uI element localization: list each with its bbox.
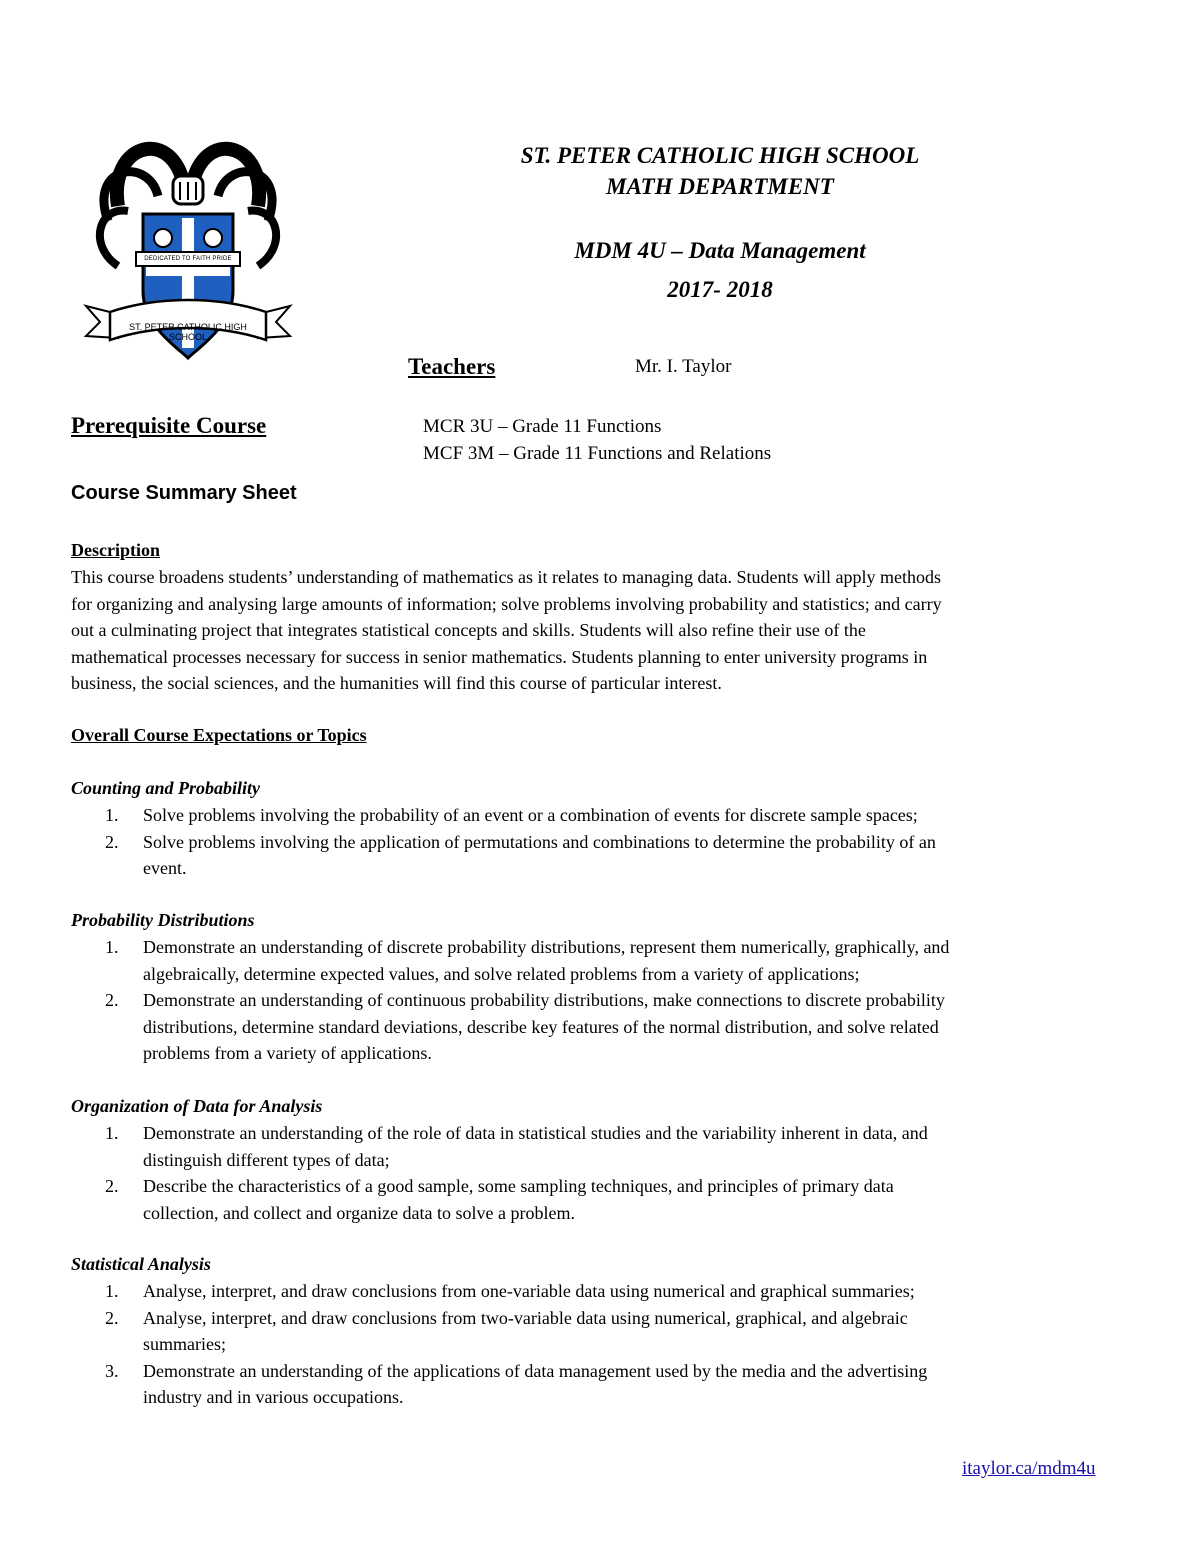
prerequisite-course-1: MCR 3U – Grade 11 Functions xyxy=(423,416,662,437)
teachers-value: Mr. I. Taylor xyxy=(635,356,732,377)
course-title: MDM 4U – Data Management xyxy=(574,238,866,263)
crest-banner-top-text: DEDICATED TO FAITH PRIDE xyxy=(144,256,232,262)
description-line: This course broadens students’ understanding of mathematics as it relates to managing data. Students will apply methods xyxy=(71,567,941,587)
description-line: for organizing and analysing large amounts of information; solve problems involving probability and statistics; and carry xyxy=(71,593,942,614)
topic-list xyxy=(71,934,1151,1067)
school-name: ST. PETER CATHOLIC HIGH SCHOOL xyxy=(520,143,920,168)
summary-title: Course Summary Sheet xyxy=(71,482,297,504)
topic-list xyxy=(71,1120,1151,1226)
topic-title: Statistical Analysis xyxy=(71,1254,211,1274)
topic-list xyxy=(71,1278,1151,1411)
description-line: mathematical processes necessary for success in senior mathematics. Students planning to enter university programs in xyxy=(71,646,928,667)
school-year: 2017- 2018 xyxy=(667,277,773,302)
list-item: 2. Solve problems involving the application of permutations and combinations to determine the probability of an event. xyxy=(105,831,936,878)
school-crest-logo xyxy=(78,126,298,362)
teachers-label: Teachers xyxy=(408,354,496,379)
list-item: 3. Demonstrate an understanding of the applications of data management used by the media and the advertising industry and in various occupations. xyxy=(105,1360,928,1407)
topic-title: Counting and Probability xyxy=(71,778,261,798)
description-paragraph xyxy=(71,564,1141,697)
topic-list xyxy=(71,802,1151,882)
description-line: out a culminating project that integrates statistical concepts and skills. Students will also refine their use of the xyxy=(71,620,866,640)
prerequisite-course-2: MCF 3M – Grade 11 Functions and Relations xyxy=(423,443,772,464)
expectations-heading: Overall Course Expectations or Topics xyxy=(71,725,367,745)
list-item: 2. Analyse, interpret, and draw conclusions from two-variable data using numerical, graphical, and algebraic summaries; xyxy=(105,1307,908,1354)
topic-title: Organization of Data for Analysis xyxy=(71,1096,323,1116)
list-item: 2. Describe the characteristics of a good sample, some sampling techniques, and principles of primary data collection, and collect and organize data to solve a problem. xyxy=(105,1176,894,1223)
list-item: 1. Analyse, interpret, and draw conclusions from one-variable data using numerical and graphical summaries; xyxy=(105,1281,915,1301)
footer-link[interactable]: itaylor.ca/mdm4u xyxy=(962,1458,1096,1479)
list-item: 1. Demonstrate an understanding of the role of data in statistical studies and the variability inherent in data, and distinguish different types of data; xyxy=(105,1123,928,1170)
list-item: 1. Demonstrate an understanding of discrete probability distributions, represent them numerically, graphically, and algebraically, determine expected values, and solve related problems from a variety of applications; xyxy=(105,937,950,984)
description-line: business, the social sciences, and the humanities will find this course of particular interest. xyxy=(71,673,722,693)
topic-title: Probability Distributions xyxy=(71,910,255,930)
list-item: 1. Solve problems involving the probability of an event or a combination of events for discrete sample spaces; xyxy=(105,805,918,825)
crest-banner-bottom-text: ST. PETER CATHOLIC HIGH SCHOOL xyxy=(129,322,247,342)
prerequisite-label: Prerequisite Course xyxy=(71,413,267,438)
list-item: 2. Demonstrate an understanding of continuous probability distributions, make connections to discrete probability distributions, determine standard deviations, describe key features of the normal distribution, and solve related problems from a variety of applications. xyxy=(105,990,945,1063)
department-name: MATH DEPARTMENT xyxy=(606,174,834,199)
description-heading: Description xyxy=(71,540,160,560)
